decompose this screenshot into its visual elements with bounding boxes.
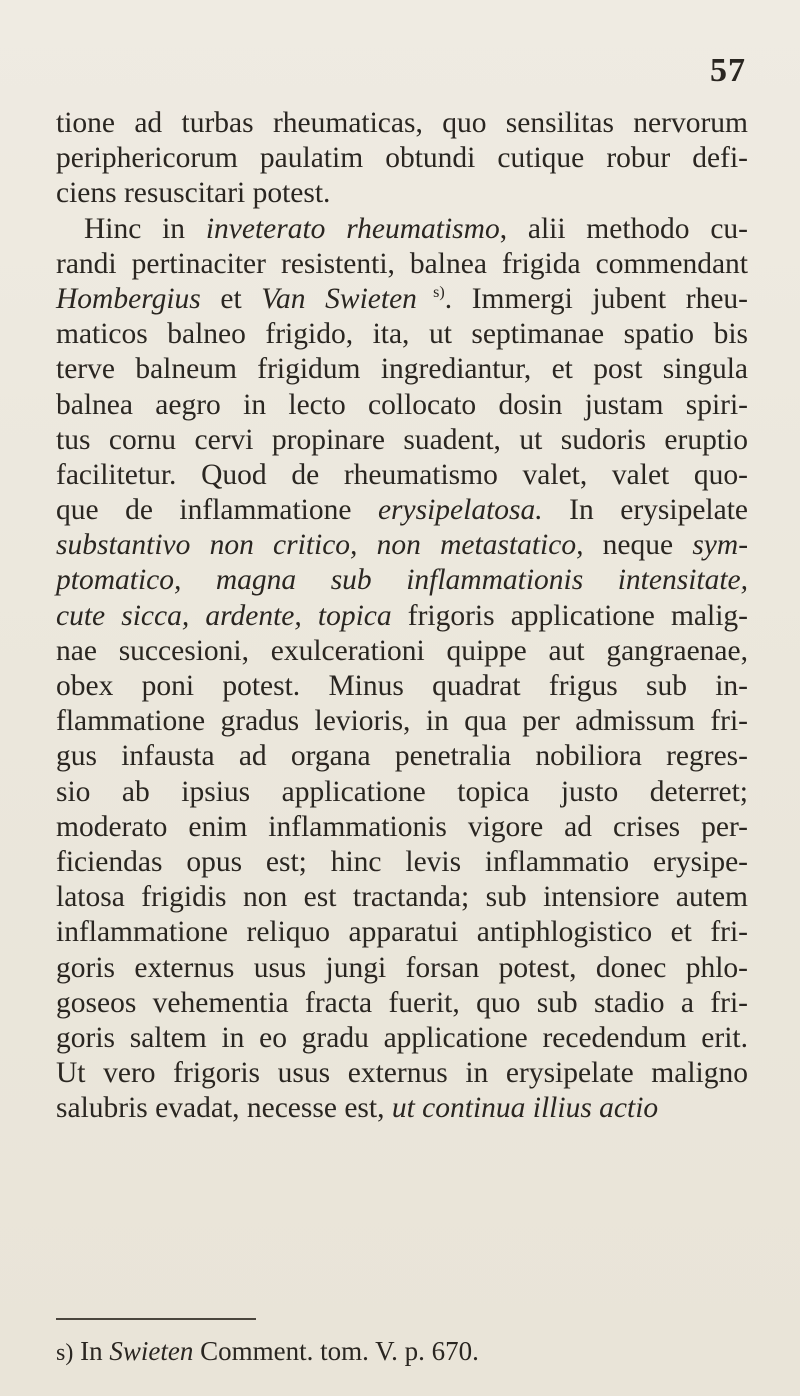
- text-line: [56, 1091, 748, 1126]
- text-line: [56, 528, 748, 563]
- page-number: 57: [710, 52, 746, 89]
- text-line: [56, 106, 748, 141]
- text-segment: obex poni potest. Minus quadrat frigus sub in-: [56, 670, 748, 702]
- text-line: [56, 141, 748, 176]
- text-line: [56, 986, 748, 1021]
- text-segment: facilitetur. Quod de rheumatismo valet, valet quo-: [56, 458, 748, 491]
- text-line: [56, 493, 748, 528]
- text-segment: erysipelatosa.: [377, 494, 543, 527]
- text-line: [56, 563, 748, 598]
- text-line: [56, 845, 748, 880]
- text-line: [56, 810, 748, 845]
- text-line: [56, 634, 748, 669]
- text-segment: maticos balneo frigido, ita, ut septimanae spatio bis: [56, 318, 748, 351]
- body-text: [56, 106, 748, 1126]
- text-segment: frigoris applicatione malig-: [391, 599, 748, 632]
- text-line: [56, 388, 748, 423]
- text-segment: Ut vero frigoris usus externus in erysipelate maligno: [56, 1057, 748, 1090]
- text-line: [56, 669, 748, 704]
- text-segment: periphericorum paulatim obtundi cutique robur defi-: [56, 142, 748, 175]
- text-segment: latosa frigidis non est tractanda; sub intensiore autem: [56, 881, 748, 914]
- text-line: [56, 176, 748, 211]
- text-line: [56, 282, 748, 317]
- text-line: [56, 458, 748, 493]
- text-segment: goris saltem in eo gradu applicatione recedendum erit.: [56, 1021, 748, 1054]
- text-line: [56, 880, 748, 915]
- text-segment: sym-: [692, 529, 749, 562]
- text-segment: inflammatione reliquo apparatui antiphlogistico et fri-: [56, 916, 748, 949]
- text-segment: tus cornu cervi propinare suadent, ut sudoris eruptio: [56, 423, 748, 456]
- text-line: [56, 423, 748, 458]
- text-line: [56, 247, 748, 282]
- footnote-mark: s): [56, 1340, 74, 1366]
- text-segment: randi pertinaciter resistenti, balnea frigida commendant: [56, 247, 748, 280]
- text-segment: que de inflammatione: [56, 494, 378, 527]
- text-segment: cute sicca, ardente, topica: [56, 599, 392, 632]
- text-line: [56, 317, 748, 352]
- text-segment: ciens resuscitari potest.: [56, 177, 331, 210]
- text-segment: et: [200, 282, 262, 315]
- text-segment: salubris evadat, necesse est,: [56, 1092, 392, 1125]
- text-segment: balnea aegro in lecto collocato dosin justam spiri-: [56, 388, 748, 421]
- text-segment: neque: [583, 529, 693, 562]
- text-segment: Hombergius: [56, 282, 201, 315]
- text-line: [56, 352, 748, 387]
- footnote: [56, 1336, 479, 1367]
- text-line: [56, 739, 748, 774]
- text-segment: gus infausta ad organa penetralia nobiliora regres-: [56, 740, 748, 773]
- text-line: [56, 1021, 748, 1056]
- text-line: [56, 1056, 748, 1091]
- footnote-divider: [56, 1318, 256, 1320]
- text-segment: Hinc in: [84, 212, 206, 245]
- text-segment: terve balneum frigidum ingrediantur, et post singula: [56, 353, 748, 386]
- text-segment: inveterato rheumatismo: [205, 212, 500, 245]
- text-segment: sio ab ipsius applicatione topica justo deterret;: [56, 775, 748, 808]
- text-line: [56, 775, 748, 810]
- text-line: [56, 915, 748, 950]
- text-segment: ficiendas opus est; hinc levis inflammatio erysipe-: [56, 845, 748, 878]
- text-segment: flammatione gradus levioris, in qua per admissum fri-: [56, 705, 748, 738]
- text-segment: goris externus usus jungi forsan potest, donec phlo-: [56, 951, 748, 984]
- text-line: [56, 951, 748, 986]
- text-segment: moderato enim inflammationis vigore ad crises per-: [56, 810, 748, 843]
- text-line: [56, 599, 748, 634]
- footnote-author: Swieten: [109, 1336, 194, 1366]
- text-line: [56, 704, 748, 739]
- text-segment: ptomatico, magna sub inflammationis intensitate,: [56, 564, 748, 597]
- footnote-text-after: Comment. tom. V. p. 670.: [193, 1336, 479, 1366]
- text-segment: , alii methodo cu-: [499, 212, 748, 245]
- footnote-reference: s): [416, 284, 445, 302]
- text-segment: . Immergi jubent rheu-: [444, 282, 748, 315]
- text-segment: ut continua illius actio: [391, 1092, 659, 1125]
- text-segment: tione ad turbas rheumaticas, quo sensilitas nervorum: [56, 107, 748, 139]
- text-line: [56, 212, 748, 247]
- text-segment: goseos vehementia fracta fuerit, quo sub stadio a fri-: [56, 986, 748, 1019]
- text-segment: Van Swieten: [261, 282, 417, 315]
- footnote-text-before: In: [73, 1336, 110, 1366]
- text-segment: In erysipelate: [542, 494, 748, 527]
- text-segment: substantivo non critico, non metastatico,: [56, 529, 584, 562]
- text-segment: nae succesioni, exulcerationi quippe aut gangraenae,: [56, 634, 748, 667]
